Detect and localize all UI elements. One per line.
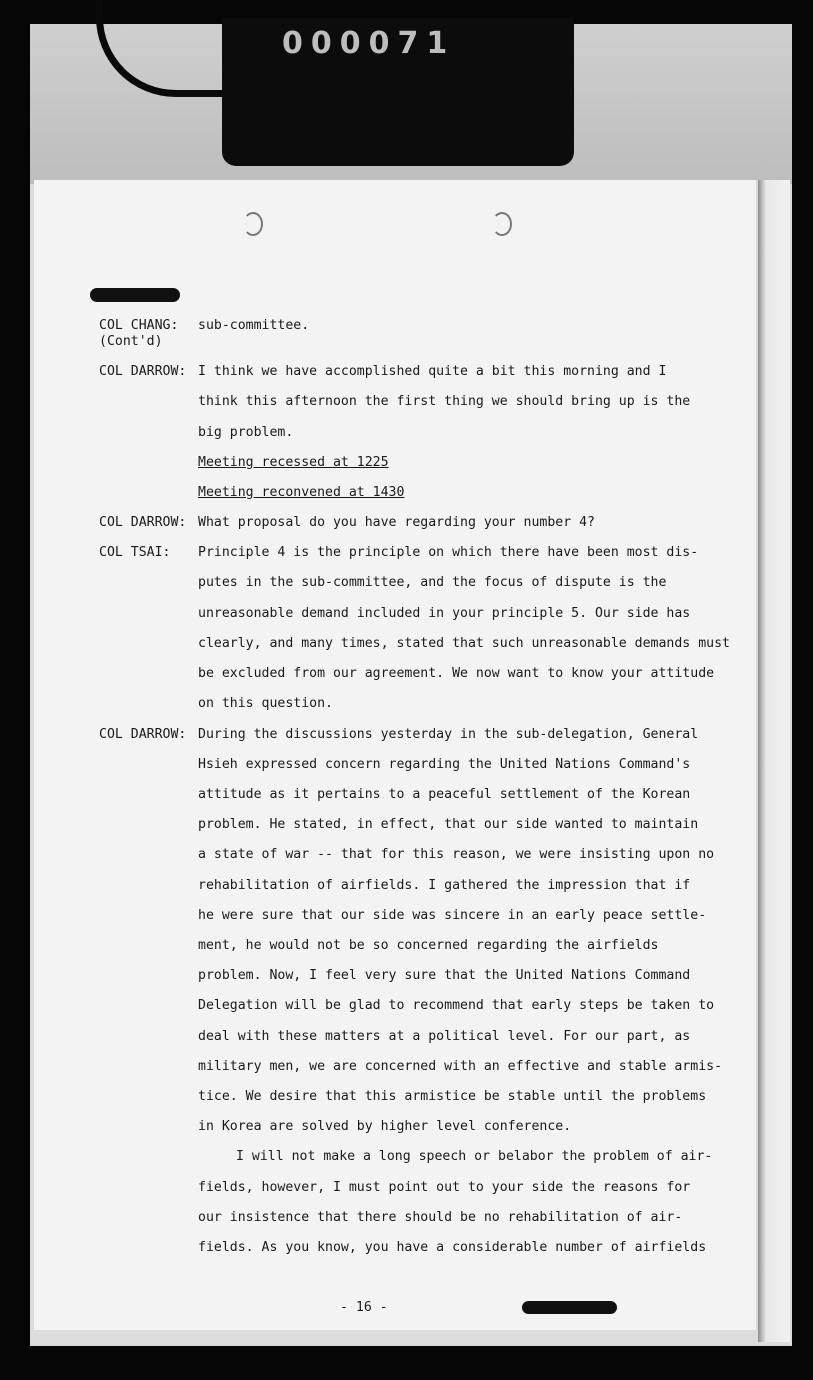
speaker-label: COL CHANG: [99, 318, 179, 333]
speaker-label: COL DARROW: [99, 727, 187, 742]
text-line: fields, however, I must point out to your side the reasons for [198, 1180, 691, 1195]
text-line: he were sure that our side was sincere in an early peace settle- [198, 908, 707, 923]
text-line: What proposal do you have regarding your number 4? [198, 515, 595, 530]
text-line: our insistence that there should be no rehabilitation of air- [198, 1210, 683, 1225]
paper-edge [758, 180, 790, 1342]
text-line: During the discussions yesterday in the sub-delegation, General [198, 727, 699, 742]
text-line: clearly, and many times, stated that such unreasonable demands must [198, 636, 730, 651]
speaker-label: COL TSAI: [99, 545, 171, 560]
text-line: big problem. [198, 425, 294, 440]
text-line: I think we have accomplished quite a bit this morning and I [198, 364, 667, 379]
text-line: problem. He stated, in effect, that our side wanted to maintain [198, 817, 699, 832]
redaction-mark-bottom [522, 1301, 617, 1314]
redaction-mark-top [90, 288, 180, 302]
page-number: - 16 - [340, 1300, 388, 1315]
text-line: Delegation will be glad to recommend that early steps be taken to [198, 998, 715, 1013]
meeting-note: Meeting reconvened at 1430 [198, 485, 405, 500]
text-line: Hsieh expressed concern regarding the United Nations Command's [198, 757, 691, 772]
text-line: putes in the sub-committee, and the focus of dispute is the [198, 575, 667, 590]
text-line: ment, he would not be so concerned regarding the airfields [198, 938, 659, 953]
text-line: on this question. [198, 696, 333, 711]
text-line: think this afternoon the first thing we should bring up is the [198, 394, 691, 409]
punch-hole-left [243, 212, 263, 236]
text-line: a state of war -- that for this reason, we were insisting upon no [198, 847, 715, 862]
text-line: rehabilitation of airfields. I gathered the impression that if [198, 878, 691, 893]
text-line: fields. As you know, you have a considerable number of airfields [198, 1240, 707, 1255]
speaker-label: COL DARROW: [99, 515, 187, 530]
text-line: sub-committee. [198, 318, 310, 333]
text-line: deal with these matters at a political level. For our part, as [198, 1029, 691, 1044]
text-line: unreasonable demand included in your principle 5. Our side has [198, 606, 691, 621]
text-line: in Korea are solved by higher level conference. [198, 1119, 572, 1134]
punch-hole-right [492, 212, 512, 236]
speaker-continued: (Cont'd) [99, 334, 163, 349]
text-line: military men, we are concerned with an effective and stable armis- [198, 1059, 723, 1074]
speaker-label: COL DARROW: [99, 364, 187, 379]
text-line: Principle 4 is the principle on which there have been most dis- [198, 545, 699, 560]
text-line: I will not make a long speech or belabor the problem of air- [236, 1149, 713, 1164]
text-line: attitude as it pertains to a peaceful settlement of the Korean [198, 787, 691, 802]
text-line: problem. Now, I feel very sure that the United Nations Command [198, 968, 691, 983]
text-line: be excluded from our agreement. We now want to know your attitude [198, 666, 715, 681]
text-line: tice. We desire that this armistice be stable until the problems [198, 1089, 707, 1104]
frame-number: 000071 [282, 26, 456, 61]
meeting-note: Meeting recessed at 1225 [198, 455, 389, 470]
